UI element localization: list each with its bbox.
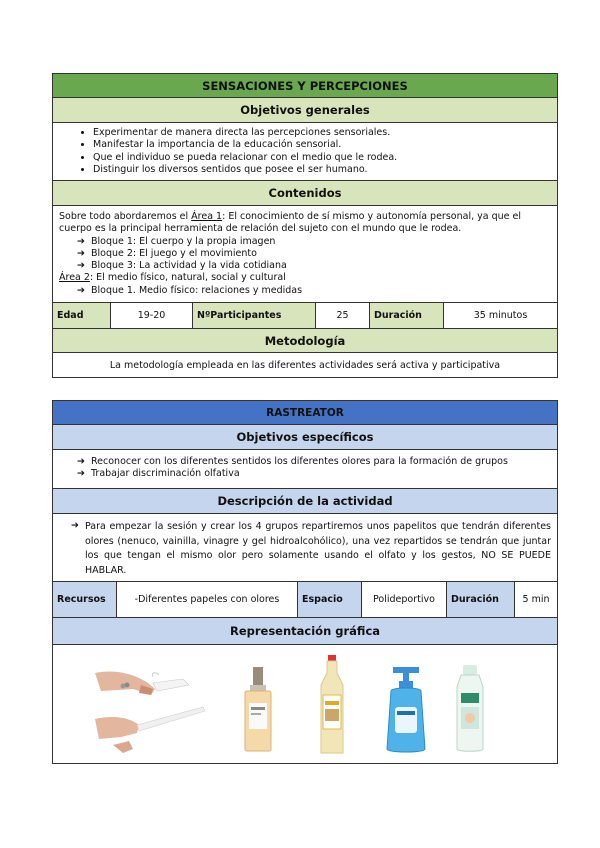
method-header	[53, 329, 557, 353]
info-row	[53, 582, 557, 618]
contents-header-text: Contenidos	[268, 186, 342, 200]
list-item	[59, 248, 551, 260]
perfume-bottle-image	[243, 667, 273, 753]
intro-pre: Sobre todo abordaremos el	[59, 211, 192, 222]
objectives-header	[53, 425, 557, 450]
title-text: SENSACIONES Y PERCEPCIONES	[202, 78, 408, 93]
age-label: Edad	[53, 303, 111, 328]
duration-label: Duración	[370, 303, 444, 328]
participants-label: NºParticipantes	[193, 303, 316, 328]
arrow-icon: ➔	[77, 468, 85, 480]
area2-line	[59, 272, 551, 284]
arrow-icon: ➔	[77, 235, 85, 247]
arrow-icon: ➔	[77, 284, 85, 296]
graphic-header-text: Representación gráfica	[229, 624, 381, 638]
contents-body	[53, 206, 557, 303]
list-item	[71, 520, 551, 578]
list-item: • Que el individuo se pueda relacionar con el medio que le rodea.	[93, 152, 551, 164]
objectives-list	[53, 123, 557, 181]
contents-intro	[59, 211, 551, 236]
table-title	[53, 401, 557, 425]
objectives-header-text: Objetivos generales	[240, 103, 370, 117]
description-text: Para empezar la sesión y crear los 4 grupos repartiremos unos papelitos que tendrán diferentes olores (nenuco, vainilla, vinagre y gel hidroalcohólico), una vez repartidos se tendrán que juntar los que tengan el mismo olor pero solamente usando el olfato y los gestos, NO SE PUEDE HABLAR.	[85, 521, 551, 576]
method-body	[53, 353, 557, 377]
resources-value: -Diferentes papeles con olores	[117, 582, 298, 617]
objectives-header-text: Objetivos específicos	[236, 430, 374, 444]
space-label: Espacio	[298, 582, 362, 617]
title-text: RASTREATOR	[266, 406, 344, 419]
list-item	[59, 236, 551, 248]
block-text: Bloque 3: La actividad y la vida cotidiana	[91, 260, 287, 272]
list-item	[59, 468, 551, 480]
duration-value: 5 min	[522, 594, 550, 605]
list-item	[59, 456, 551, 468]
resources-label: Recursos	[53, 582, 117, 617]
arrow-icon: ➔	[71, 520, 79, 531]
block-text: Bloque 1. Medio físico: relaciones y medidas	[91, 284, 303, 296]
arrow-icon: ➔	[77, 456, 85, 467]
arrow-icon: ➔	[77, 247, 85, 259]
arrow-icon: ➔	[77, 260, 85, 272]
list-item: • Manifestar la importancia de la educación sensorial.	[93, 139, 551, 151]
list-item: • Experimentar de manera directa las percepciones sensoriales.	[93, 127, 551, 139]
space-value: Polideportivo	[362, 582, 447, 617]
hands-smelling-paper-image	[93, 655, 213, 755]
duration-label: Duración	[447, 582, 515, 617]
hand-gel-dispenser-image	[383, 665, 429, 755]
vinegar-bottle-image	[319, 655, 345, 755]
participants-value: 25	[316, 303, 370, 328]
description-body	[53, 514, 557, 582]
duration-value: 35 minutos	[473, 310, 528, 321]
table-sensaciones	[52, 73, 558, 378]
table-title	[53, 74, 557, 98]
objectives-list	[53, 450, 557, 489]
intro-post: : El conocimiento de sí mismo y autonomía personal, ya que el cuerpo es la principal herramienta de relación del sujeto con el mundo que le rodea.	[59, 211, 521, 235]
list-item	[59, 260, 551, 272]
objective-text: Trabajar discriminación olfativa	[91, 468, 240, 480]
list-item: • Distinguir los diversos sentidos que posee el ser humano.	[93, 164, 551, 176]
area1-label: Área 1	[191, 211, 223, 222]
objectives-header	[53, 98, 557, 123]
lotion-bottle-image	[455, 665, 485, 753]
block-text: Bloque 1: El cuerpo y la propia imagen	[91, 235, 276, 247]
block-text: Bloque 2: El juego y el movimiento	[91, 247, 257, 259]
objective-text: Reconocer con los diferentes sentidos los diferentes olores para la formación de grupos	[91, 456, 508, 467]
info-row	[53, 303, 557, 329]
description-header-text: Descripción de la actividad	[217, 494, 393, 508]
description-header	[53, 489, 557, 514]
area2-label: Área 2	[59, 272, 90, 284]
list-item	[59, 285, 551, 297]
method-text: La metodología empleada en las diferentes actividades será activa y participativa	[109, 359, 501, 371]
graphic-body	[53, 645, 557, 763]
graphic-header	[53, 618, 557, 645]
method-header-text: Metodología	[264, 333, 346, 348]
contents-header	[53, 181, 557, 206]
table-rastreator	[52, 400, 558, 764]
age-value: 19-20	[111, 303, 193, 328]
area2-text: : El medio físico, natural, social y cultural	[89, 272, 286, 284]
